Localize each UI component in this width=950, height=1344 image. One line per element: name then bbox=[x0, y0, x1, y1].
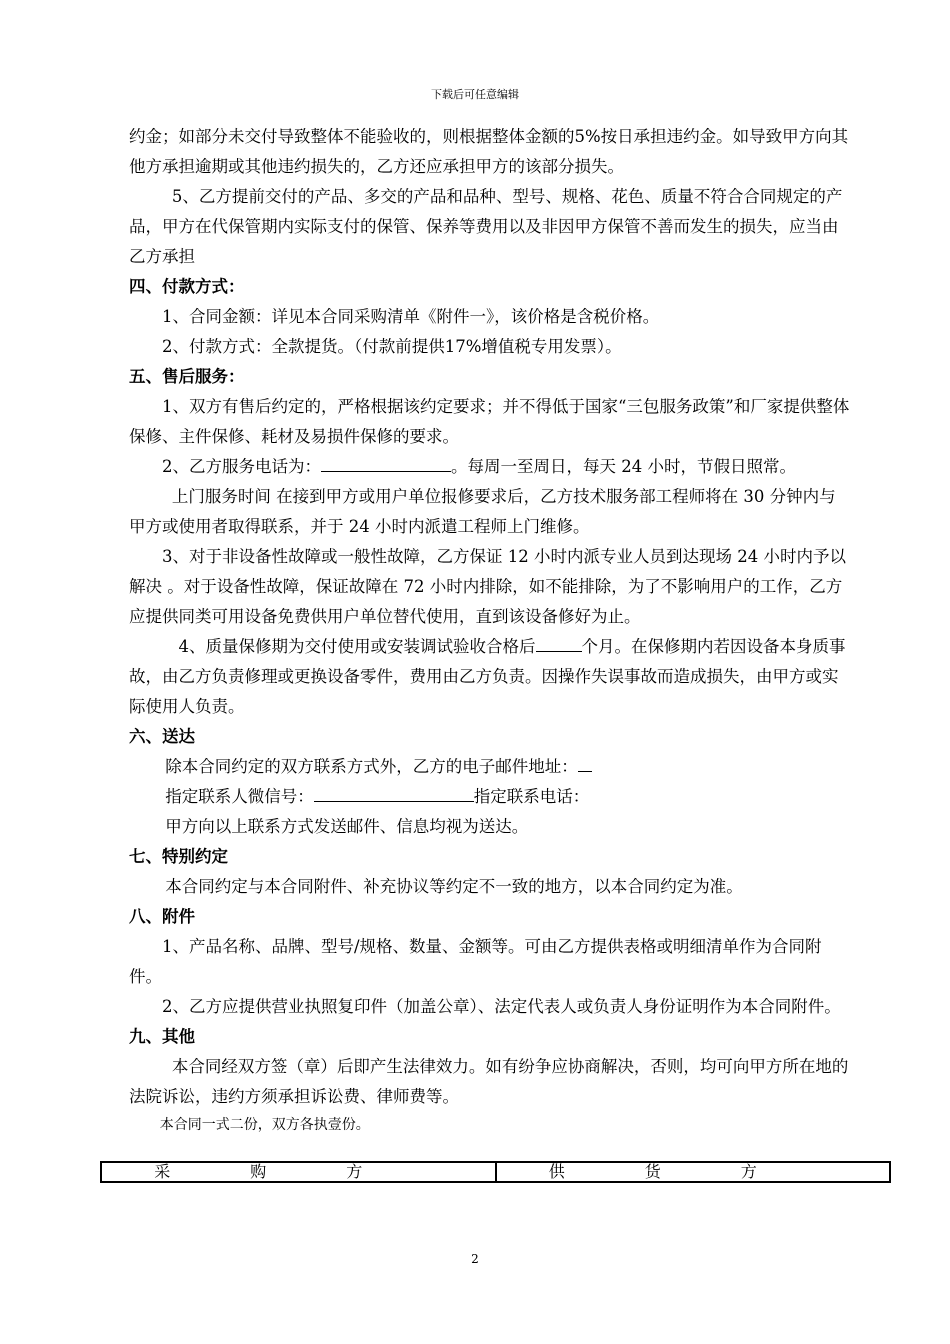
page-number: 2 bbox=[471, 1252, 479, 1266]
paragraph-email bbox=[129, 752, 851, 782]
warranty-months-blank[interactable] bbox=[536, 635, 582, 652]
paragraph-onsite-service: 上门服务时间 在接到甲方或用户单位报修要求后，乙方技术服务部工程师将在 30 分钟内与甲方或使用者取得联系，并于 24 小时内派遣工程师上门维修。 bbox=[129, 487, 836, 536]
signature-table-row bbox=[101, 1162, 890, 1182]
paragraph-clause-5: 5、乙方提前交付的产品、多交的产品和品种、型号、规格、花色、质量不符合合同规定的产品，甲方在代保管期内实际支付的保管、保养等费用以及非因甲方保管不善而发生的损失，应当由乙方承担 bbox=[129, 187, 843, 266]
paragraph-wechat bbox=[129, 782, 851, 812]
paragraph-attachment-1: 1、产品名称、品牌、型号/规格、数量、金额等。可由乙方提供表格或明细清单作为合同附件。 bbox=[129, 937, 822, 986]
paragraph-legal-effect: 本合同经双方签（章）后即产生法律效力。如有纷争应协商解决，否则，均可向甲方所在地的法院诉讼，违约方须承担诉讼费、律师费等。 bbox=[129, 1057, 849, 1106]
paragraph-contract-amount: 1、合同金额：详见本合同采购清单《附件一》，该价格是含税价格。 bbox=[162, 307, 660, 326]
email-colon: ： bbox=[561, 757, 578, 776]
wechat-label: 指定联系人微信号： bbox=[165, 787, 314, 806]
service-hours-text: 。每周一至周日，每天 24 小时，节假日照常。 bbox=[451, 457, 796, 476]
warranty-label: 4、质量保修期为交付使用或安装调试验收合格后 bbox=[178, 637, 536, 656]
paragraph-special-agreement: 本合同约定与本合同附件、补充协议等约定不一致的地方，以本合同约定为准。 bbox=[165, 877, 743, 896]
buyer-cell: 采购方 bbox=[101, 1162, 496, 1182]
paragraph-service-notice: 甲方向以上联系方式发送邮件、信息均视为送达。 bbox=[165, 817, 529, 836]
signature-table bbox=[100, 1161, 891, 1183]
paragraph-penalty: 约金；如部分未交付导致整体不能验收的，则根据整体金额的5%按日承担违约金。如导致甲方向其他方承担逾期或其他违约损失的，乙方还应承担甲方的该部分损失。 bbox=[129, 127, 849, 176]
paragraph-payment-method: 2、付款方式：全款提货。（付款前提供17%增值税专用发票）。 bbox=[162, 337, 622, 356]
email-label: 除本合同约定的双方联系方式外，乙方的电子邮件地址 bbox=[165, 757, 562, 776]
service-phone-blank[interactable] bbox=[321, 455, 451, 472]
contract-body bbox=[129, 122, 851, 1138]
supplier-cell: 供货方 bbox=[496, 1162, 891, 1182]
section-heading-after-sales: 五、售后服务： bbox=[129, 367, 245, 386]
section-heading-other: 九、其他 bbox=[129, 1027, 195, 1046]
section-heading-payment: 四、付款方式： bbox=[129, 277, 245, 296]
paragraph-attachment-2: 2、乙方应提供营业执照复印件（加盖公章）、法定代表人或负责人身份证明作为本合同附件。 bbox=[162, 997, 841, 1016]
email-blank[interactable] bbox=[578, 755, 592, 772]
paragraph-fault-handling: 3、对于非设备性故障或一般性故障，乙方保证 12 小时内派专业人员到达现场 24 小时内予以解决 。对于设备性故障，保证故障在 72 小时内排除，如不能排除，为了不影响用户的工作，乙方应提供同类可用设备免费供用户单位替代使用，直到该设备修好为止。 bbox=[129, 547, 846, 626]
contact-phone-label: 指定联系电话： bbox=[473, 787, 590, 806]
paragraph-copies: 本合同一式二份，双方各执壹份。 bbox=[159, 1117, 370, 1133]
page-header: 下载后可任意编辑 bbox=[431, 88, 519, 101]
paragraph-service-phone bbox=[129, 452, 851, 482]
wechat-blank[interactable] bbox=[314, 785, 474, 802]
service-phone-label: 2、乙方服务电话为： bbox=[162, 457, 321, 476]
section-heading-delivery: 六、送达 bbox=[129, 727, 195, 746]
section-heading-attachments: 八、附件 bbox=[129, 907, 195, 926]
paragraph-warranty bbox=[129, 632, 851, 722]
warranty-text: 个月。在保修期内若因设备本身质事故，由乙方负责修理或更换设备零件，费用由乙方负责。因操作失误事故而造成损失，由甲方或实际使用人负责。 bbox=[129, 637, 846, 716]
paragraph-after-sales-1: 1、双方有售后约定的，严格根据该约定要求；并不得低于国家“三包服务政策”和厂家提供整体保修、主件保修、耗材及易损件保修的要求。 bbox=[129, 397, 850, 446]
section-heading-special: 七、特别约定 bbox=[129, 847, 228, 866]
